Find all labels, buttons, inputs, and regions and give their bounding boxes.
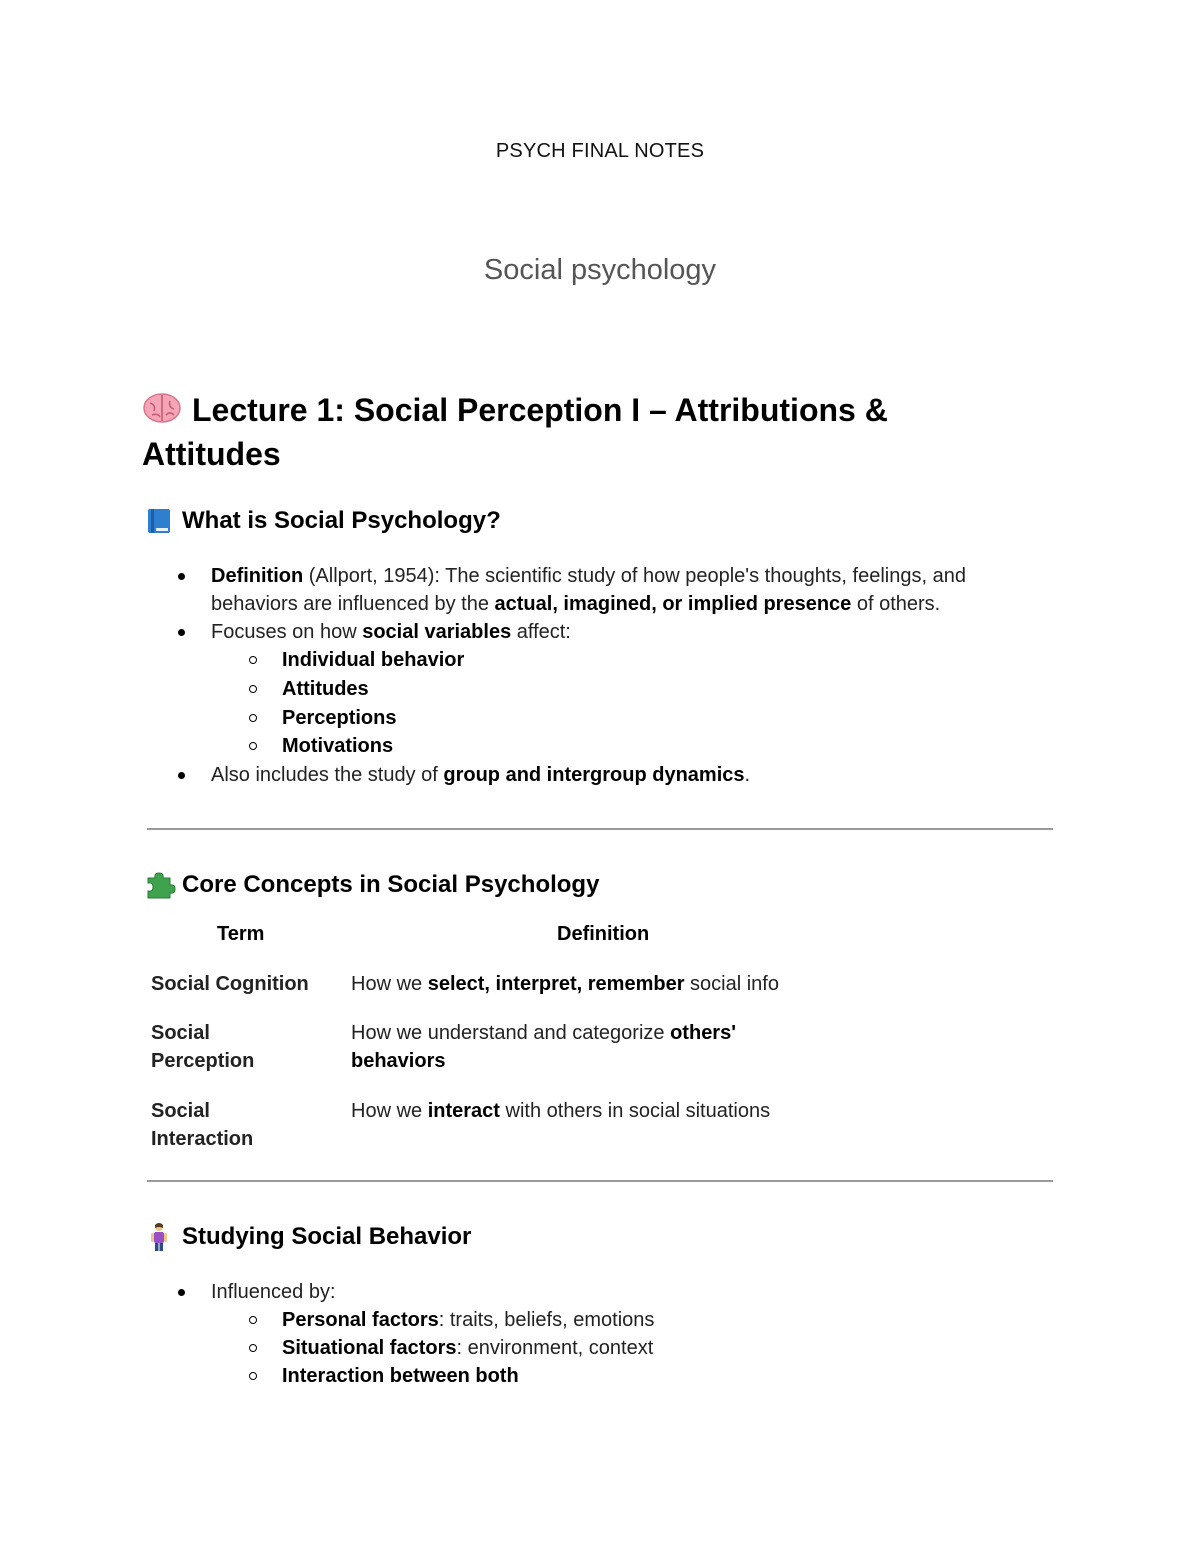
- lecture-heading-line2: Attitudes: [142, 436, 281, 472]
- lecture-heading: [142, 388, 1042, 476]
- document-title: PSYCH FINAL NOTES: [495, 140, 705, 162]
- definition-text-3: of others.: [851, 593, 941, 615]
- text: : traits, beliefs, emotions: [438, 1309, 655, 1331]
- sub-list-item: [246, 675, 1026, 703]
- table-cell-term: [151, 1019, 254, 1075]
- puzzle-piece-icon: [142, 870, 176, 900]
- section-heading-studying: [142, 1220, 471, 1254]
- text: Also includes the study of: [211, 764, 444, 786]
- sub-list-item: [246, 1362, 1026, 1390]
- table-cell-term: [151, 1097, 253, 1153]
- bold-phrase: interact: [427, 1100, 500, 1122]
- text: with others in social situations: [499, 1100, 771, 1122]
- section-heading-core-concepts: [142, 868, 599, 902]
- list-item: [176, 761, 1046, 789]
- sub-item-text: Perceptions: [282, 707, 397, 729]
- term-text: Social Cognition: [151, 973, 309, 995]
- sub-item-text: Motivations: [282, 735, 394, 757]
- bold-phrase: Situational factors: [282, 1337, 457, 1359]
- text: .: [744, 764, 751, 786]
- sub-list-item: [246, 732, 1026, 760]
- bold-phrase-2: behaviors: [351, 1050, 446, 1072]
- text: social info: [684, 973, 779, 995]
- text: How we: [351, 1100, 428, 1122]
- bold-phrase: Interaction between both: [282, 1365, 519, 1387]
- text: How we: [351, 973, 428, 995]
- bold-phrase: group and intergroup dynamics: [443, 764, 745, 786]
- list-item-text: Influenced by:: [211, 1281, 336, 1303]
- table-header-term: Term: [217, 923, 265, 945]
- term-text-2: Interaction: [151, 1128, 254, 1150]
- list-item: [176, 1278, 1046, 1306]
- term-text-2: Perception: [151, 1050, 255, 1072]
- table-cell-definition: [351, 970, 779, 998]
- list-item: [176, 618, 1046, 646]
- lecture-heading-line1: Lecture 1: Social Perception I – Attributions &: [192, 392, 888, 428]
- bold-phrase: actual, imagined, or implied presence: [494, 593, 852, 615]
- sub-item-text: Attitudes: [282, 678, 369, 700]
- text: : environment, context: [456, 1337, 654, 1359]
- sub-list-item: [246, 704, 1026, 732]
- section-heading-text: What is Social Psychology?: [182, 507, 501, 534]
- text: affect:: [511, 621, 571, 643]
- text: How we understand and categorize: [351, 1022, 671, 1044]
- sub-list-item: [246, 646, 1026, 674]
- blue-book-icon: [142, 506, 176, 536]
- person-standing-icon: [142, 1222, 176, 1252]
- definition-text-2: behaviors are influenced by the: [211, 593, 495, 615]
- bold-phrase: social variables: [362, 621, 512, 643]
- brain-icon: [142, 391, 182, 425]
- definition-text: (Allport, 1954): The scientific study of how people's thoughts, feelings, and: [303, 565, 966, 587]
- document-subtitle: Social psychology: [483, 254, 717, 286]
- table-cell-term: [151, 970, 309, 998]
- sub-item-text: Individual behavior: [282, 649, 465, 671]
- text: Focuses on how: [211, 621, 363, 643]
- table-header-definition: Definition: [557, 923, 650, 945]
- term-text: Social: [151, 1022, 210, 1044]
- bold-term: Definition: [211, 565, 304, 587]
- bold-phrase: others': [670, 1022, 736, 1044]
- bold-phrase: Personal factors: [282, 1309, 439, 1331]
- section-heading-text: Core Concepts in Social Psychology: [182, 871, 600, 898]
- horizontal-rule: [147, 828, 1053, 830]
- horizontal-rule: [147, 1180, 1053, 1182]
- sub-list-item: [246, 1306, 1026, 1334]
- list-item: [176, 562, 1046, 618]
- section-heading-text: Studying Social Behavior: [182, 1223, 472, 1250]
- table-cell-definition: [351, 1019, 736, 1075]
- section-heading-what-is: [142, 504, 501, 538]
- term-text: Social: [151, 1100, 210, 1122]
- table-cell-definition: [351, 1097, 770, 1125]
- sub-list-item: [246, 1334, 1026, 1362]
- bold-phrase: select, interpret, remember: [427, 973, 685, 995]
